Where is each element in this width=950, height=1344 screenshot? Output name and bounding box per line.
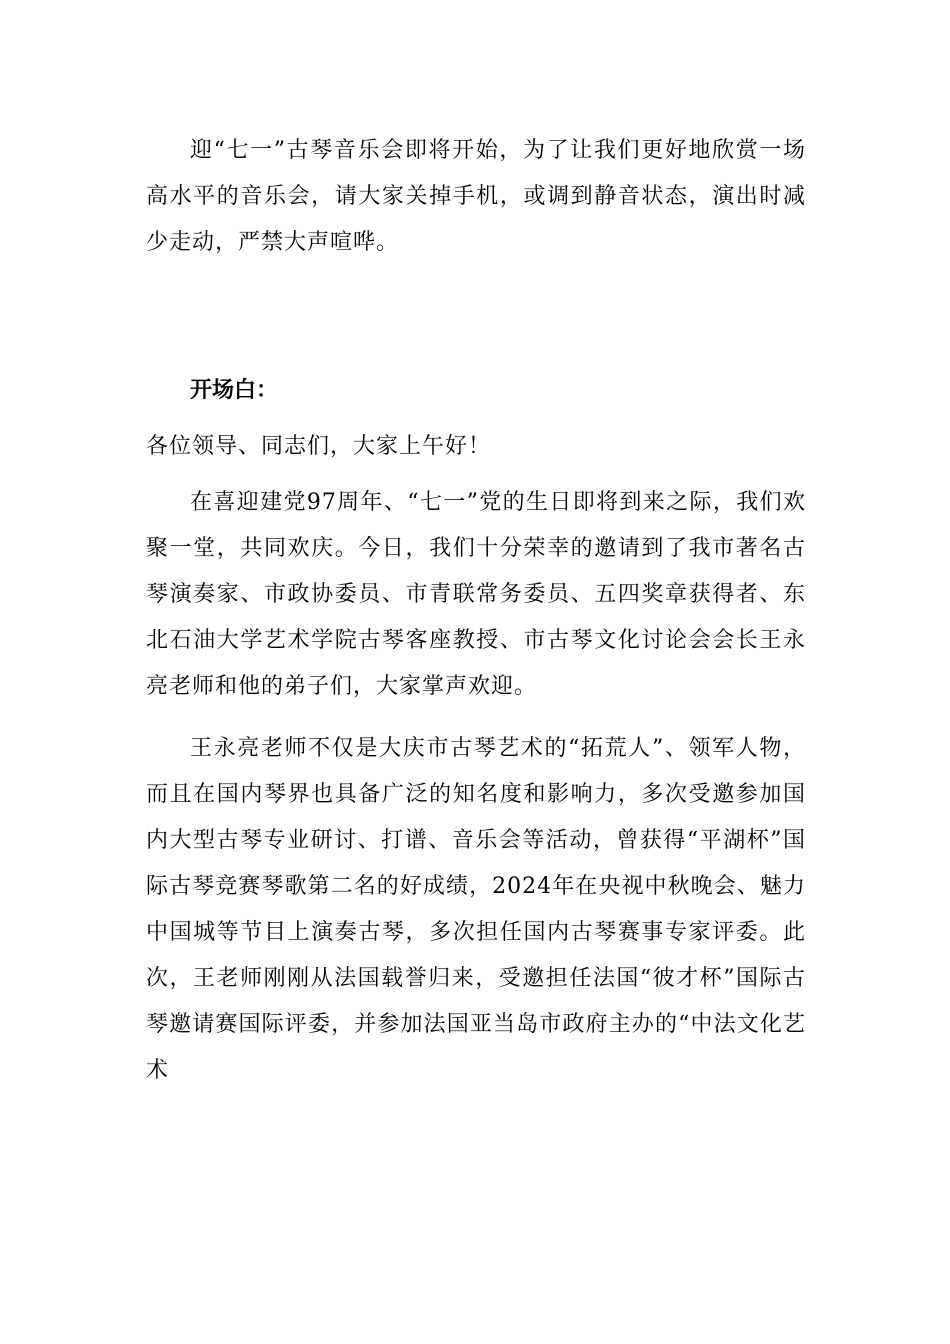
- notice-paragraph: 迎“七一”古琴音乐会即将开始，为了让我们更好地欣赏一场高水平的音乐会，请大家关掉手机，或调到静音状态，演出时减少走动，严禁大声喧哗。: [146, 138, 806, 255]
- body-paragraph-2: 王永亮老师不仅是大庆市古琴艺术的“拓荒人”、领军人物，而且在国内琴界也具备广泛的知名度和影响力，多次受邀参加国内大型古琴专业研讨、打谱、音乐会等活动，曾获得“平湖杯”国际古琴竞赛琴歌第二名的好成绩，2024年在央视中秋晚会、魅力中国城等节目上演奏古琴，多次担任国内古琴赛事专家评委。此次，王老师刚刚从法国载誉归来，受邀担任法国“彼才杯”国际古琴邀请赛国际评委，并参加法国亚当岛市政府主办的“中法文化艺术: [146, 736, 806, 1083]
- document-page: [146, 128, 806, 1094]
- greeting-line: 各位领导、同志们，大家上午好！: [146, 434, 492, 459]
- spacer: [146, 470, 806, 480]
- spacer: [146, 414, 806, 424]
- spacer: [146, 266, 806, 368]
- body-paragraph-1: 在喜迎建党97周年、“七一”党的生日即将到来之际，我们欢聚一堂，共同欢庆。今日，我们十分荣幸的邀请到了我市著名古琴演奏家、市政协委员、市青联常务委员、五四奖章获得者、东北石油大学艺术学院古琴客座教授、市古琴文化讨论会会长王永亮老师和他的弟子们，大家掌声欢迎。: [146, 490, 806, 699]
- spacer: [146, 710, 806, 726]
- opening-heading: 开场白：: [190, 378, 279, 403]
